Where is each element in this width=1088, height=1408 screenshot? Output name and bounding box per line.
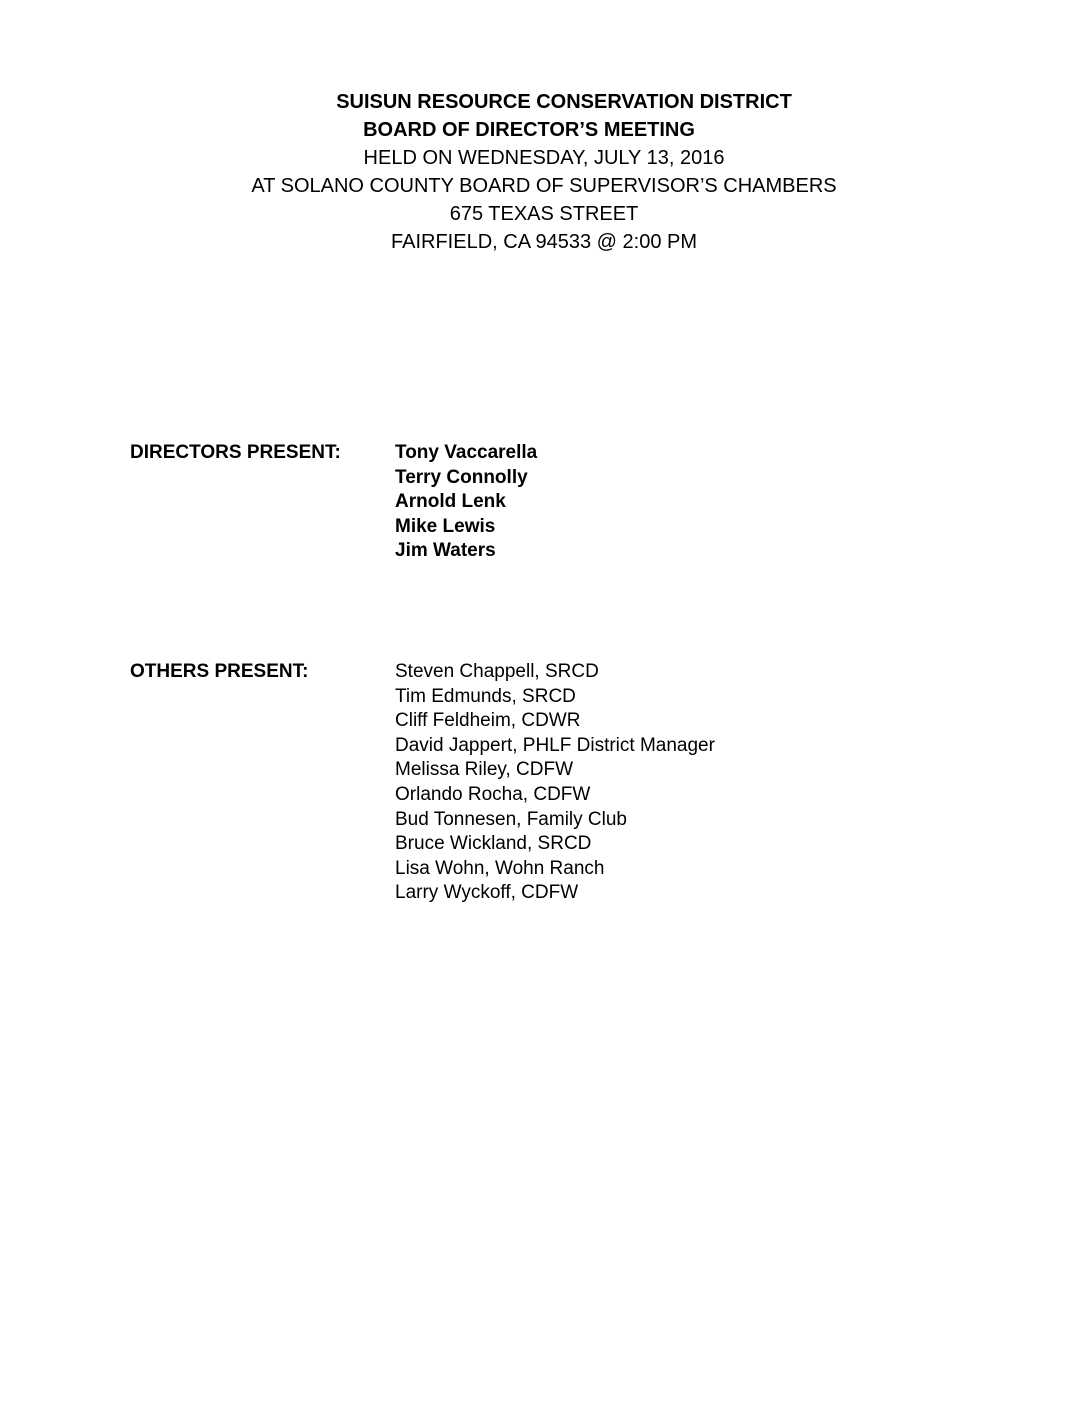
meeting-title: BOARD OF DIRECTOR’S MEETING <box>363 119 695 141</box>
attendee-name: Steven Chappell, SRCD <box>395 661 599 682</box>
attendee-name: Larry Wyckoff, CDFW <box>395 882 579 904</box>
others-present-label: OTHERS PRESENT: <box>130 661 309 682</box>
attendee-name: Bud Tonnesen, Family Club <box>395 808 627 830</box>
director-name: Arnold Lenk <box>395 491 506 513</box>
meeting-venue: AT SOLANO COUNTY BOARD OF SUPERVISOR’S CHAMBERS <box>251 175 837 197</box>
director-name: Terry Connolly <box>395 466 528 488</box>
attendee-name: David Jappert, PHLF District Manager <box>395 734 715 756</box>
attendee-name: Orlando Rocha, CDFW <box>395 783 591 805</box>
attendee-name: Melissa Riley, CDFW <box>395 759 574 781</box>
director-name: Jim Waters <box>395 540 496 562</box>
attendee-name: Lisa Wohn, Wohn Ranch <box>395 857 605 879</box>
attendee-name: Bruce Wickland, SRCD <box>395 833 592 855</box>
meeting-date: HELD ON WEDNESDAY, JULY 13, 2016 <box>363 147 725 169</box>
directors-present-label: DIRECTORS PRESENT: <box>130 442 341 463</box>
attendee-name: Tim Edmunds, SRCD <box>395 685 576 707</box>
attendee-name: Cliff Feldheim, CDWR <box>395 710 581 732</box>
district-title: SUISUN RESOURCE CONSERVATION DISTRICT <box>336 91 792 113</box>
director-name: Mike Lewis <box>395 515 496 537</box>
venue-city-time: FAIRFIELD, CA 94533 @ 2:00 PM <box>391 231 697 253</box>
directors-list <box>395 441 537 564</box>
director-name: Tony Vaccarella <box>395 442 538 463</box>
others-list <box>395 660 715 906</box>
venue-street: 675 TEXAS STREET <box>449 203 639 225</box>
